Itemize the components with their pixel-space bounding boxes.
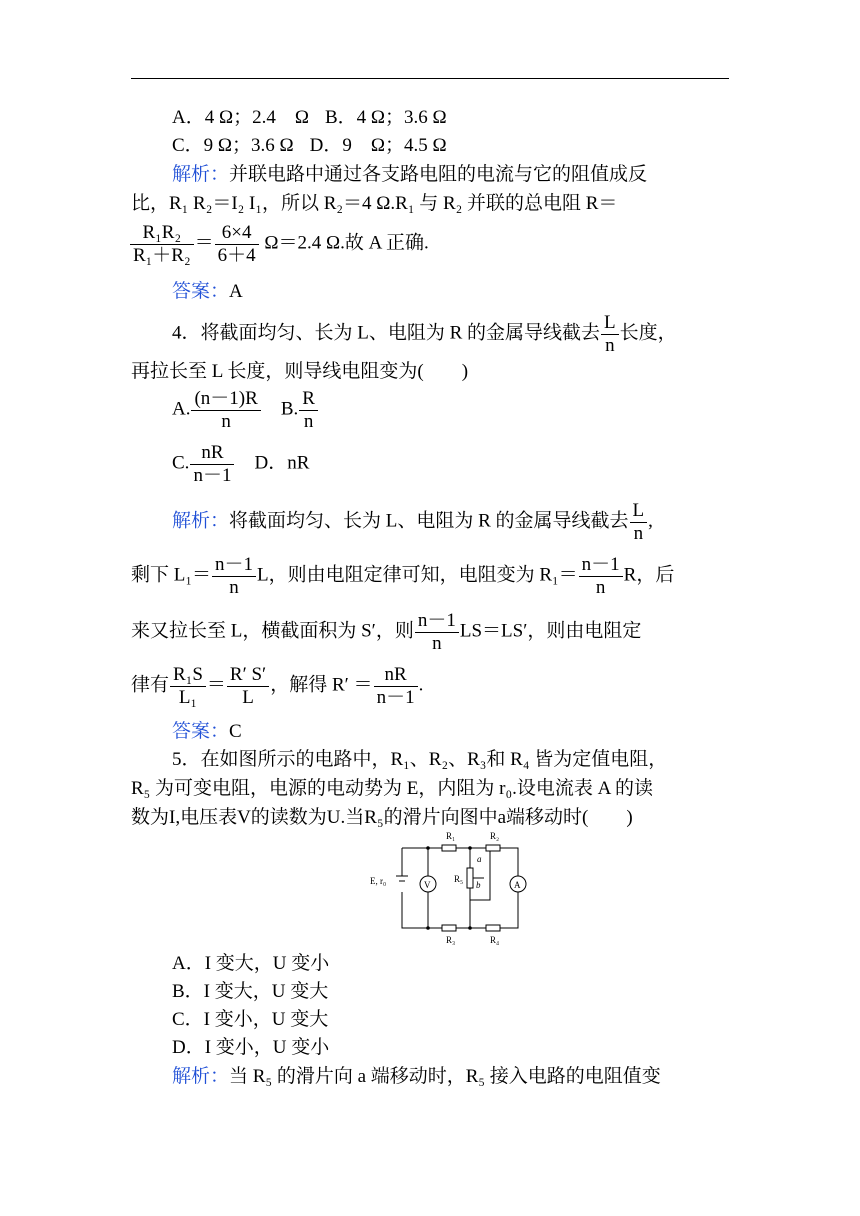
fraction-numerator: n－1 — [579, 554, 623, 577]
q5-stem-line3: 数为I,电压表V的读数为U.当R₅的滑片向图中a端移动时( ) — [131, 807, 633, 828]
header-rule — [131, 78, 729, 79]
q4-option-d: D．nR — [254, 452, 310, 474]
q4-answer — [172, 720, 242, 744]
fraction-numerator: nR — [374, 664, 418, 687]
fraction-numerator: n－1 — [415, 610, 459, 633]
fraction-denominator: n — [595, 576, 606, 598]
q4-analysis-fraction6 — [227, 664, 269, 709]
q3-fraction-parallel — [130, 222, 194, 267]
fraction-numerator: 6×4 — [215, 222, 259, 245]
q4-analysis-fraction3 — [579, 554, 623, 599]
fraction-denominator: n－1 — [193, 464, 232, 486]
q5-analysis-line1 — [172, 1065, 661, 1089]
q4-analysis-fraction4 — [415, 610, 459, 655]
q3-analysis-label: 解析： — [172, 164, 230, 185]
q4-analysis-fraction7 — [374, 664, 418, 709]
q4-stem-line2: 再拉长至 L 长度，则导线电阻变为( ) — [131, 361, 469, 382]
q4-analysis-label: 解析： — [172, 510, 230, 532]
q4-stem-line1 — [172, 312, 677, 357]
q3-analysis-tail: Ω＝2.4 Ω.故 A 正确. — [264, 232, 429, 254]
fraction-denominator: 6＋4 — [217, 244, 256, 266]
fraction-numerator: L — [601, 312, 619, 335]
q3-analysis-line3: $\frac{\text{R₁R₂}}{\text{R₁＋R₂}}$ ＝ $\frac{6\times 4}{6+4}$ Ω＝2.4 Ω.故 A 正确. — [129, 222, 429, 267]
label-r5: R₅ — [454, 874, 464, 884]
q3-options-ab — [172, 106, 447, 130]
voltmeter-label: V — [424, 880, 431, 890]
q4-option-a-fraction — [191, 388, 260, 433]
q4-option-c-fraction — [190, 442, 234, 487]
q5-stem-line1: 5．在如图所示的电路中，R₁、R₂、R₃和 R₄ 皆为定值电阻， — [172, 749, 668, 770]
q3-option-a: A．4 Ω；2.4 Ω — [172, 107, 309, 128]
q5-option-a: A．I 变大，U 变小 — [172, 953, 330, 974]
q4-option-b-fraction — [299, 388, 318, 433]
q4-analysis-end: . — [418, 674, 424, 696]
fraction-numerator: R₁S — [170, 664, 206, 687]
q4-analysis-fraction5 — [170, 664, 206, 709]
q4-analysis-text1: 将截面均匀、长为 L、电阻为 R 的金属导线截去 — [229, 510, 629, 532]
fraction-denominator: n — [432, 632, 442, 654]
q3-option-d: D．9 Ω；4.5 Ω — [309, 135, 447, 156]
q4-analysis-line4 — [131, 664, 423, 709]
q4-analysis-equals: ＝ — [206, 674, 226, 696]
q3-answer-label: 答案： — [172, 281, 230, 302]
q3-answer — [172, 280, 243, 304]
q4-analysis-fraction1 — [630, 500, 648, 545]
fraction-denominator: n — [303, 410, 314, 432]
label-r2: R₂ — [490, 831, 500, 841]
q3-fraction-values — [215, 222, 259, 267]
q4-analysis-line1: 解析：将截面均匀、长为 L、电阻为 R 的金属导线截去 $\frac{L}{n}$ , — [172, 500, 653, 544]
q5-option-b: B．I 变大，U 变大 — [172, 981, 329, 1002]
label-source: E, r₀ — [370, 876, 387, 886]
q4-options-cd — [172, 442, 309, 487]
fraction-numerator: n－1 — [212, 554, 256, 577]
q4-analysis-text3a: 来又拉长至 L，横截面积为 S′，则 — [131, 620, 414, 642]
label-r1: R₁ — [446, 831, 456, 841]
q4-analysis-text4b: ，解得 R′ ＝ — [270, 674, 373, 696]
q4-analysis-text3b: LS＝LS′，则由电阻定 — [459, 620, 642, 642]
q4-analysis-text2a: 剩下 L₁＝ — [131, 564, 211, 586]
fraction-numerator: R₁R₂ — [130, 222, 194, 245]
ammeter-label: A — [514, 880, 521, 890]
q4-stem-fraction — [601, 312, 619, 357]
fraction-denominator: n — [229, 576, 239, 598]
q4-option-c-label: C. — [172, 452, 190, 474]
q5-stem-line2: R₅ 为可变电阻，电源的电动势为 E，内阻为 r₀.设电流表 A 的读 — [131, 778, 654, 799]
label-a: a — [477, 854, 482, 864]
q3-option-b: B．4 Ω；3.6 Ω — [324, 107, 447, 128]
q3-analysis-line2: 比，R₁ R₂＝I₂ I₁，所以 R₂＝4 Ω.R₁ 与 R₂ 并联的总电阻 R＝ — [131, 193, 618, 214]
circuit-diagram — [366, 828, 542, 948]
q5-analysis-label: 解析： — [172, 1066, 230, 1087]
q5-analysis-text1: 当 R₅ 的滑片向 a 端移动时，R₅ 接入电路的电阻值变 — [229, 1066, 661, 1087]
q4-analysis-text2c: R，后 — [623, 564, 675, 586]
label-r3: R₃ — [446, 935, 456, 945]
q4-answer-label: 答案： — [172, 721, 230, 742]
label-r4: R₄ — [490, 935, 500, 945]
fraction-numerator: nR — [190, 442, 234, 465]
q4-stem-text1b: 长度， — [619, 322, 677, 344]
q4-analysis-line3 — [131, 610, 641, 655]
fraction-numerator: (n－1)R — [191, 388, 260, 411]
q3-answer-value: A — [229, 281, 243, 302]
q5-option-c: C．I 变小，U 变大 — [172, 1009, 329, 1030]
q4-analysis-text2b: L，则由电阻定律可知，电阻变为 R₁＝ — [257, 564, 578, 586]
q4-option-b-label: B. — [280, 398, 299, 420]
label-b: b — [476, 880, 481, 890]
fraction-denominator: L₁ — [178, 686, 198, 708]
fraction-denominator: n－1 — [376, 686, 415, 708]
fraction-denominator: R₁＋R₂ — [133, 244, 191, 266]
fraction-denominator: n — [605, 334, 615, 356]
fraction-denominator: L — [242, 686, 254, 708]
fraction-numerator: L — [630, 500, 648, 523]
fraction-denominator: n — [633, 522, 644, 544]
fraction-denominator: n — [221, 410, 231, 432]
fraction-numerator: R′ S′ — [227, 664, 269, 687]
q4-analysis-line2 — [131, 554, 674, 599]
q3-analysis-line1 — [172, 163, 647, 187]
q4-analysis-fraction2 — [212, 554, 256, 599]
q3-analysis-text1: 并联电路中通过各支路电阻的电流与它的阻值成反 — [229, 164, 648, 185]
q5-option-d: D．I 变小，U 变小 — [172, 1037, 330, 1058]
q3-options-cd — [172, 134, 447, 158]
q3-option-c: C．9 Ω；3.6 Ω — [172, 135, 294, 156]
q4-answer-value: C — [229, 721, 242, 742]
fraction-numerator: R — [299, 388, 318, 411]
q4-stem-text1: 4．将截面均匀、长为 L、电阻为 R 的金属导线截去 — [172, 322, 601, 344]
q4-options-ab — [172, 388, 319, 433]
q4-analysis-text4a: 律有 — [131, 674, 170, 696]
q4-option-a-label: A. — [172, 398, 191, 420]
